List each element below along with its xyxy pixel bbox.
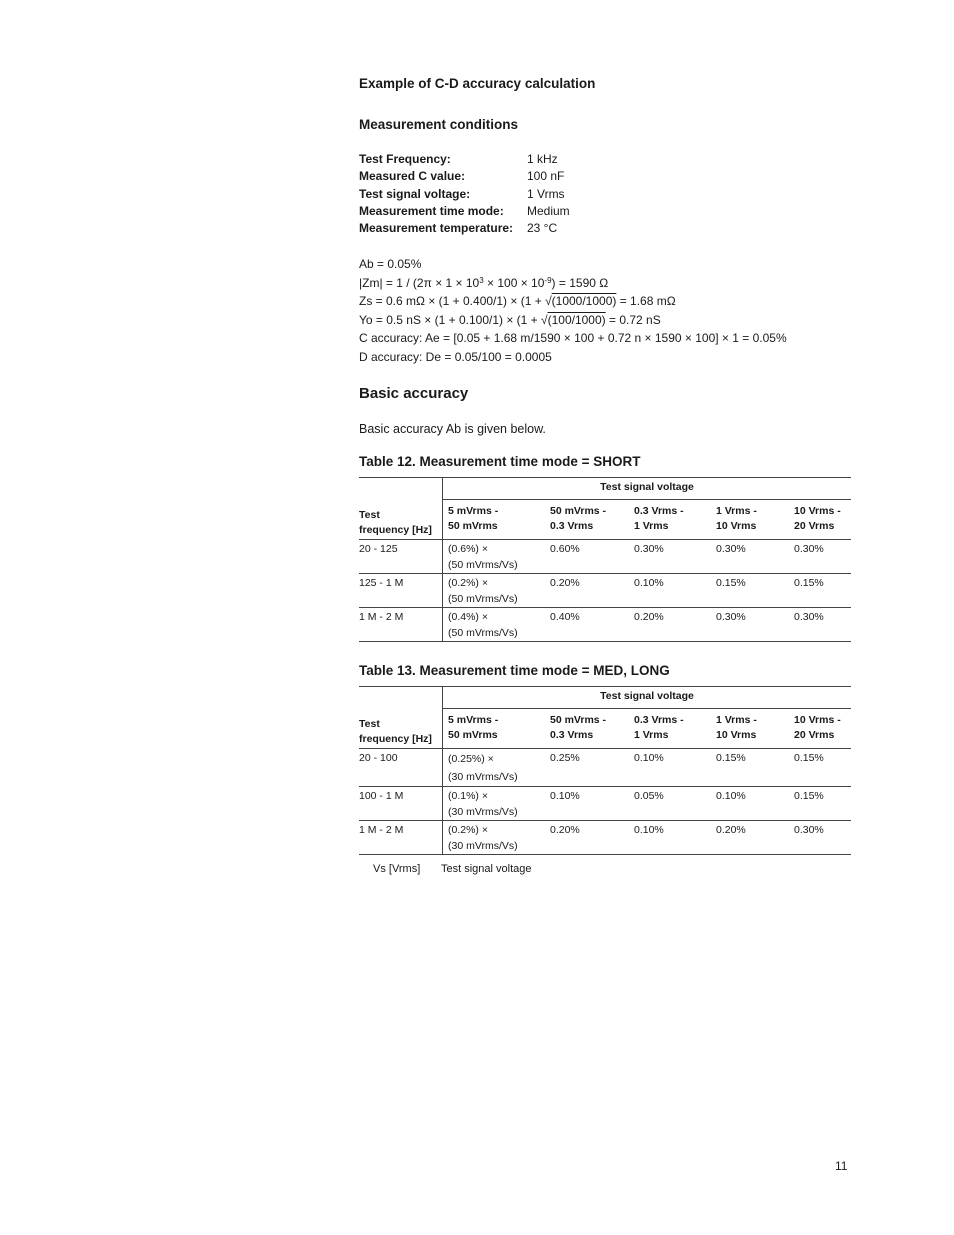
table-cell: 0.20% xyxy=(550,820,634,854)
condition-row xyxy=(359,151,570,168)
formula-radicand: (1000/1000) xyxy=(551,294,617,309)
condition-label: Measured C value: xyxy=(359,169,466,184)
table-cell xyxy=(443,748,551,786)
condition-value: 23 °C xyxy=(527,221,558,236)
table-cell xyxy=(443,786,551,820)
column-header-line: 50 mVrms xyxy=(448,729,498,741)
cell-line: (0.6%) × xyxy=(448,542,488,555)
example-heading: Example of C-D accuracy calculation xyxy=(359,76,596,91)
formula-zm xyxy=(359,274,787,293)
condition-label: Measurement temperature: xyxy=(359,221,514,236)
column-header xyxy=(550,500,634,540)
table-row xyxy=(359,786,851,820)
table-cell: 0.05% xyxy=(634,786,716,820)
table-cell: 0.15% xyxy=(794,573,851,607)
table-cell: 0.30% xyxy=(794,607,851,641)
formula-radicand: (100/1000) xyxy=(547,312,606,327)
column-header xyxy=(794,500,851,540)
table-header-row xyxy=(359,500,851,540)
table-cell: 0.30% xyxy=(716,539,794,573)
table-group-header: Test signal voltage xyxy=(443,478,852,500)
column-header-line: 10 Vrms - xyxy=(794,505,841,517)
table-row xyxy=(359,607,851,641)
table-cell: 0.15% xyxy=(716,573,794,607)
formula-part: |Zm| = 1 / (2π × 1 × 10 xyxy=(359,275,480,290)
condition-label: Measurement time mode: xyxy=(359,203,504,218)
formula-part: × 100 × 10 xyxy=(483,275,545,290)
column-header-line: 10 Vrms xyxy=(716,729,757,741)
freq-cell: 1 M - 2 M xyxy=(359,820,443,854)
table-header-row xyxy=(359,709,851,749)
condition-value: 100 nF xyxy=(527,169,565,184)
table-cell: 0.10% xyxy=(716,786,794,820)
condition-row xyxy=(359,203,570,220)
table-cell: 0.10% xyxy=(634,748,716,786)
column-header xyxy=(634,500,716,540)
column-header-line: 20 Vrms xyxy=(794,520,835,532)
cell-line: (0.2%) × xyxy=(448,823,488,836)
column-header xyxy=(794,709,851,749)
table-cell: 0.25% xyxy=(550,748,634,786)
column-header-line: 1 Vrms - xyxy=(716,505,757,517)
formula-c-accuracy: C accuracy: Ae = [0.05 + 1.68 m/1590 × 100 + 0.72 n × 1590 × 100] × 1 = 0.05% xyxy=(359,331,787,346)
formula-part: = 1.68 mΩ xyxy=(616,294,676,309)
column-header-line: 10 Vrms xyxy=(716,520,757,532)
formula-part: Yo = 0.5 nS × (1 + 0.100/1) × (1 + √ xyxy=(359,312,548,327)
table-cell: 0.30% xyxy=(794,820,851,854)
basic-accuracy-description: Basic accuracy Ab is given below. xyxy=(359,422,546,436)
condition-label: Test Frequency: xyxy=(359,152,451,166)
formula-part: = 0.72 nS xyxy=(605,312,661,327)
column-header-line: 5 mVrms - xyxy=(448,505,499,517)
column-header xyxy=(716,709,794,749)
freq-cell: 1 M - 2 M xyxy=(359,607,443,641)
formula-part: ) = 1590 Ω xyxy=(551,275,609,290)
table-cell: 0.15% xyxy=(794,748,851,786)
table-cell: 0.10% xyxy=(634,573,716,607)
freq-header xyxy=(359,709,443,749)
condition-row xyxy=(359,168,570,185)
column-header-line: 0.3 Vrms xyxy=(550,520,594,532)
cell-line: (50 mVrms/Vs) xyxy=(448,626,518,639)
table-group-header-row xyxy=(359,687,851,709)
legend-description: Test signal voltage xyxy=(441,863,532,875)
column-header-line: 10 Vrms - xyxy=(794,714,841,726)
table-group-header-row xyxy=(359,478,851,500)
table-12 xyxy=(359,477,851,642)
table-cell: 0.10% xyxy=(634,820,716,854)
cell-line: (0.25%) × xyxy=(448,752,494,765)
table-cell: 0.20% xyxy=(550,573,634,607)
table-13 xyxy=(359,686,851,855)
cell-line: (0.1%) × xyxy=(448,789,488,802)
table-cell: 0.30% xyxy=(716,607,794,641)
column-header-line: 0.3 Vrms - xyxy=(634,714,684,726)
table-cell: 0.30% xyxy=(794,539,851,573)
cell-line: (30 mVrms/Vs) xyxy=(448,839,518,852)
table-cell: 0.15% xyxy=(716,748,794,786)
table-row xyxy=(359,539,851,573)
table-cell xyxy=(443,607,551,641)
formula-exponent: -9 xyxy=(544,275,552,285)
table-cell xyxy=(443,820,551,854)
freq-cell: 100 - 1 M xyxy=(359,786,443,820)
freq-header xyxy=(359,500,443,540)
condition-row xyxy=(359,186,570,203)
freq-cell: 20 - 125 xyxy=(359,539,443,573)
table-cell: 0.30% xyxy=(634,539,716,573)
formula-yo xyxy=(359,311,787,330)
table-13-title: Table 13. Measurement time mode = MED, LONG xyxy=(359,663,670,678)
formula-zs xyxy=(359,292,787,311)
column-header-line: 20 Vrms xyxy=(794,729,835,741)
column-header-line: 50 mVrms xyxy=(448,520,498,532)
table-row xyxy=(359,748,851,786)
table-12-title: Table 12. Measurement time mode = SHORT xyxy=(359,454,641,469)
table-cell: 0.15% xyxy=(794,786,851,820)
column-header-line: 1 Vrms - xyxy=(716,714,757,726)
table-cell: 0.60% xyxy=(550,539,634,573)
table-cell xyxy=(443,573,551,607)
formula-exponent: 3 xyxy=(479,275,484,285)
condition-value: Medium xyxy=(527,203,570,218)
table-group-header: Test signal voltage xyxy=(443,687,852,709)
cell-line: (0.2%) × xyxy=(448,576,488,589)
condition-label: Test signal voltage: xyxy=(359,186,471,201)
table-corner-cell xyxy=(359,687,443,709)
column-header-line: 0.3 Vrms - xyxy=(634,505,684,517)
column-header-line: 1 Vrms xyxy=(634,520,669,532)
table-cell: 0.20% xyxy=(634,607,716,641)
condition-value: 1 kHz xyxy=(527,152,558,166)
table-row xyxy=(359,573,851,607)
column-header-line: 50 mVrms - xyxy=(550,714,607,726)
freq-cell: 20 - 100 xyxy=(359,748,443,786)
column-header xyxy=(716,500,794,540)
column-header-line: 0.3 Vrms xyxy=(550,729,594,741)
condition-row xyxy=(359,220,570,237)
condition-value: 1 Vrms xyxy=(527,186,565,201)
freq-header-line: Test xyxy=(359,717,380,730)
formula-d-accuracy: D accuracy: De = 0.05/100 = 0.0005 xyxy=(359,349,552,364)
table-corner-cell xyxy=(359,478,443,500)
cell-line: (0.4%) × xyxy=(448,610,488,623)
formula-part: Zs = 0.6 mΩ × (1 + 0.400/1) × (1 + √ xyxy=(359,294,552,309)
table-cell: 0.10% xyxy=(550,786,634,820)
column-header-line: 50 mVrms - xyxy=(550,505,607,517)
freq-header-line: frequency [Hz] xyxy=(359,523,432,536)
column-header xyxy=(443,500,551,540)
page-number: 11 xyxy=(835,1159,848,1173)
table-legend xyxy=(373,861,532,877)
basic-accuracy-heading: Basic accuracy xyxy=(359,385,469,402)
formula-block xyxy=(359,255,787,367)
table-row xyxy=(359,820,851,854)
freq-cell: 125 - 1 M xyxy=(359,573,443,607)
cell-line: (30 mVrms/Vs) xyxy=(448,770,518,783)
legend-key: Vs [Vrms] xyxy=(373,863,421,875)
cell-line: (50 mVrms/Vs) xyxy=(448,592,518,605)
table-cell: 0.20% xyxy=(716,820,794,854)
column-header xyxy=(634,709,716,749)
column-header xyxy=(443,709,551,749)
freq-header-line: Test xyxy=(359,508,380,521)
freq-header-line: frequency [Hz] xyxy=(359,732,432,745)
formula-ab: Ab = 0.05% xyxy=(359,257,422,271)
column-header-line: 5 mVrms - xyxy=(448,714,499,726)
column-header xyxy=(550,709,634,749)
cell-line: (50 mVrms/Vs) xyxy=(448,558,518,571)
conditions-heading: Measurement conditions xyxy=(359,117,519,132)
table-cell xyxy=(443,539,551,573)
table-cell: 0.40% xyxy=(550,607,634,641)
cell-line: (30 mVrms/Vs) xyxy=(448,805,518,818)
column-header-line: 1 Vrms xyxy=(634,729,669,741)
conditions-list xyxy=(359,151,570,237)
